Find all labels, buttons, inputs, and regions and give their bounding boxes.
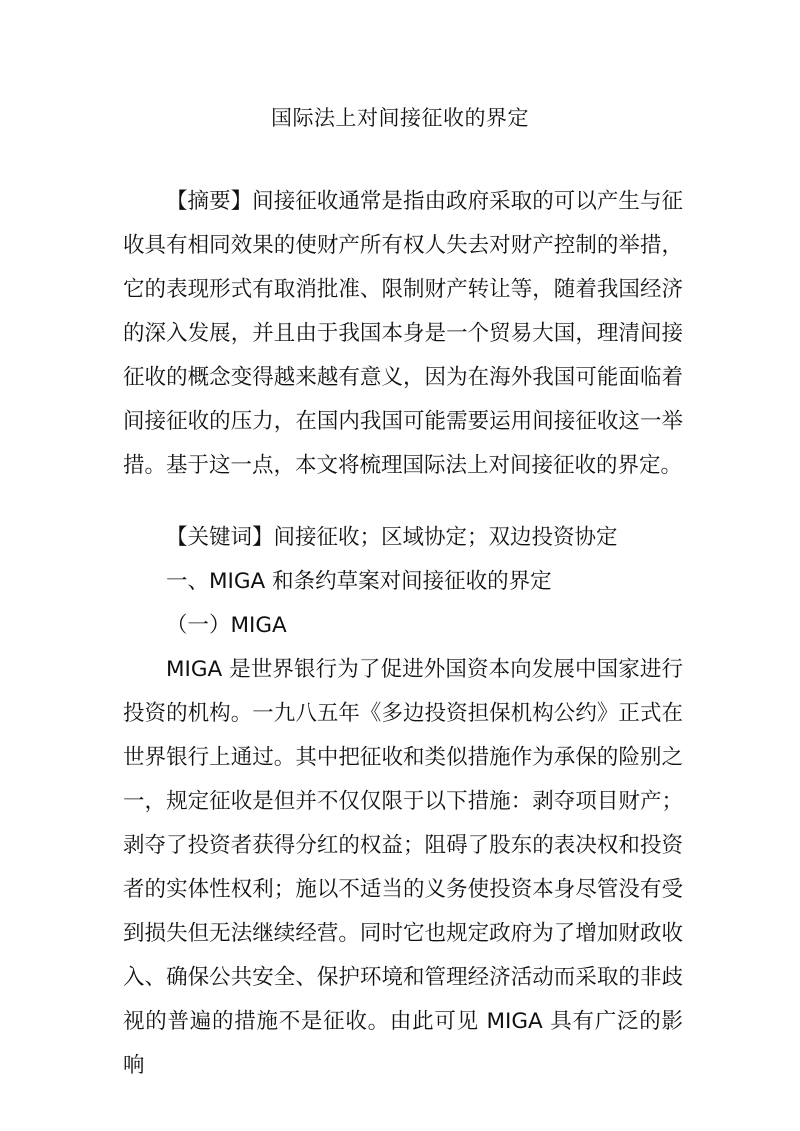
keywords-line: 【关键词】间接征收；区域协定；双边投资协定 <box>166 525 618 550</box>
body-paragraph: MIGA 是世界银行为了促进外国资本向发展中国家进行投资的机构。一九八五年《多边投资担保机构公约》正式在世界银行上通过。其中把征收和类似措施作为承保的险别之一，规定征收是但并不仅仅限于以下措施：剥夺项目财产；剥夺了投资者获得分红的权益；阻碍了股东的表决权和投资者的实体性权利；施以不适当的义务使投资本身尽管没有受到损失但无法继续经营。同时它也规定政府为了增加财政收入、确保公共安全、保护环境和管理经济活动而采取的非歧视的普遍的措施不是征收。由此可见 MIGA 具有广泛的影响 <box>123 657 683 1078</box>
subsection-heading: （一）MIGA <box>166 613 287 638</box>
document-title: 国际法上对间接征收的界定 <box>271 106 529 130</box>
abstract-paragraph: 【摘要】间接征收通常是指由政府采取的可以产生与征收具有相同效果的使财产所有权人失去对财产控制的举措，它的表现形式有取消批准、限制财产转让等，随着我国经济的深入发展，并且由于我国本身是一个贸易大国，理清间接征收的概念变得越来越有意义，因为在海外我国可能面临着间接征收的压力，在国内我国可能需要运用间接征收这一举措。基于这一点，本文将梳理国际法上对间接征收的界定。 <box>123 189 683 478</box>
section-heading: 一、MIGA 和条约草案对间接征收的界定 <box>166 569 552 594</box>
